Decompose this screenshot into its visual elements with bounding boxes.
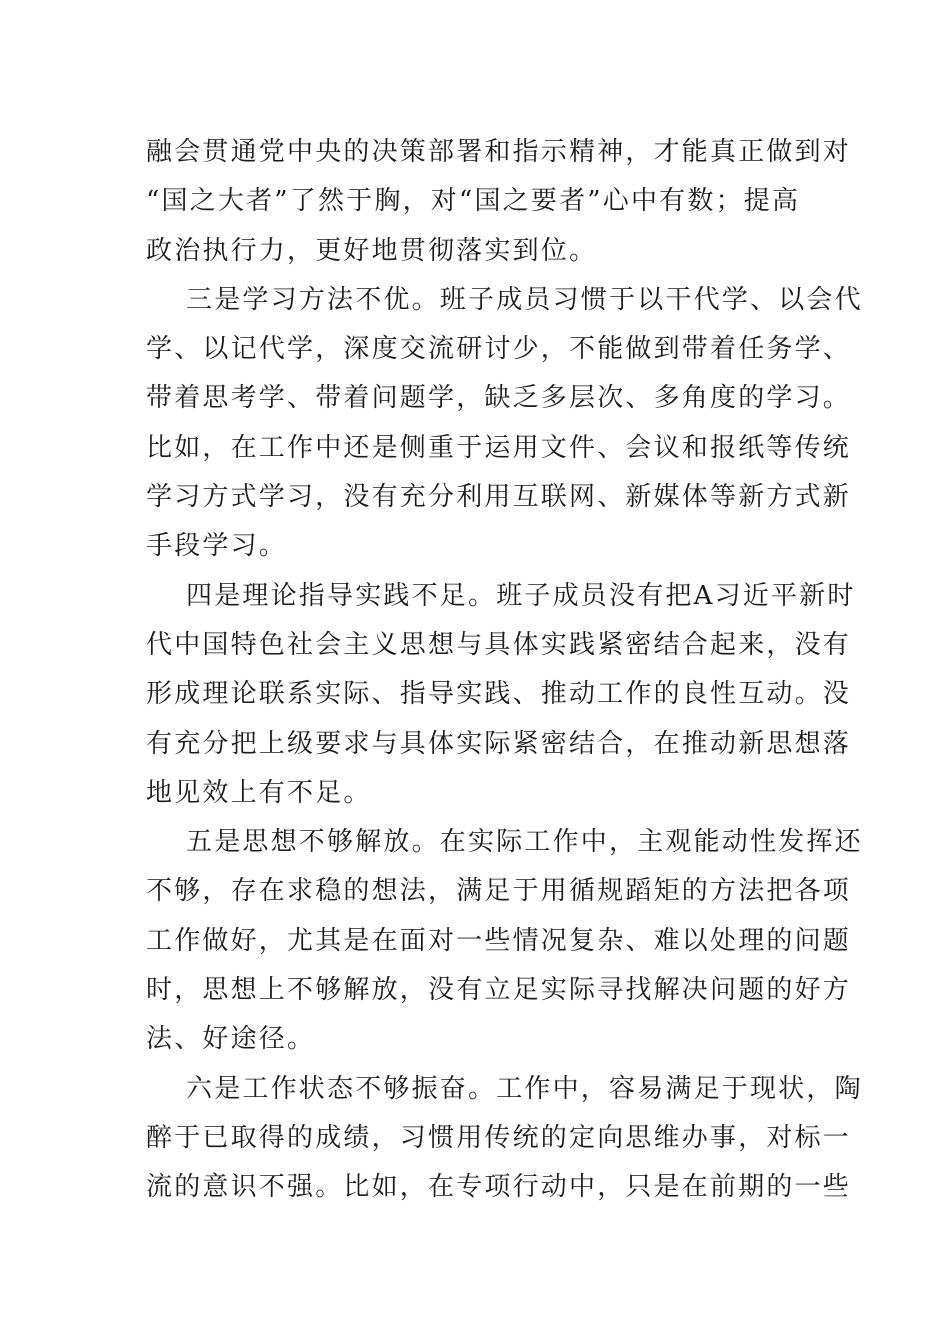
text-line: 法、好途径。 [146,1024,316,1055]
text-line: 不够，存在求稳的想法，满足于用循规蹈矩的方法把各项 [146,876,852,907]
text-line: 学习方式学习，没有充分利用互联网、新媒体等新方式新 [146,482,852,513]
text-line: 有充分把上级要求与具体实际紧密结合，在推动新思想落 [146,728,852,759]
text-line: 学、以记代学，深度交流研讨少，不能做到带着任务学、 [146,334,852,365]
text-line: “国之大者”了然于胸，对“国之要者”心中有数；提高 [146,186,801,217]
text-line: 带着思考学、带着问题学，缺乏多层次、多角度的学习。 [146,383,852,414]
text-line: 代中国特色社会主义思想与具体实践紧密结合起来，没有 [146,629,852,660]
text-line: 比如，在工作中还是侧重于运用文件、会议和报纸等传统 [146,432,852,463]
text-line: 手段学习。 [146,531,288,562]
text-line: 流的意识不强。比如，在专项行动中，只是在前期的一些 [146,1172,852,1203]
text-line: 醉于已取得的成绩，习惯用传统的定向思维办事，对标一 [146,1122,852,1153]
text-line: 时，思想上不够解放，没有立足实际寻找解决问题的好方 [146,975,852,1006]
paragraph-first-line: 三是学习方法不优。班子成员习惯于以干代学、以会代 [186,284,863,315]
text-line: 地见效上有不足。 [146,777,372,808]
text-line: 政治执行力，更好地贯彻落实到位。 [146,235,598,266]
paragraph-first-line: 四是理论指导实践不足。班子成员没有把A习近平新时 [186,580,856,611]
paragraph-first-line: 五是思想不够解放。在实际工作中，主观能动性发挥还 [186,827,863,858]
text-line: 工作做好，尤其是在面对一些情况复杂、难以处理的问题 [146,925,852,956]
text-line: 形成理论联系实际、指导实践、推动工作的良性互动。没 [146,679,852,710]
document-body [146,128,863,1213]
text-line: 融会贯通党中央的决策部署和指示精神，才能真正做到对 [146,137,852,167]
paragraph-first-line: 六是工作状态不够振奋。工作中，容易满足于现状，陶 [186,1073,863,1104]
